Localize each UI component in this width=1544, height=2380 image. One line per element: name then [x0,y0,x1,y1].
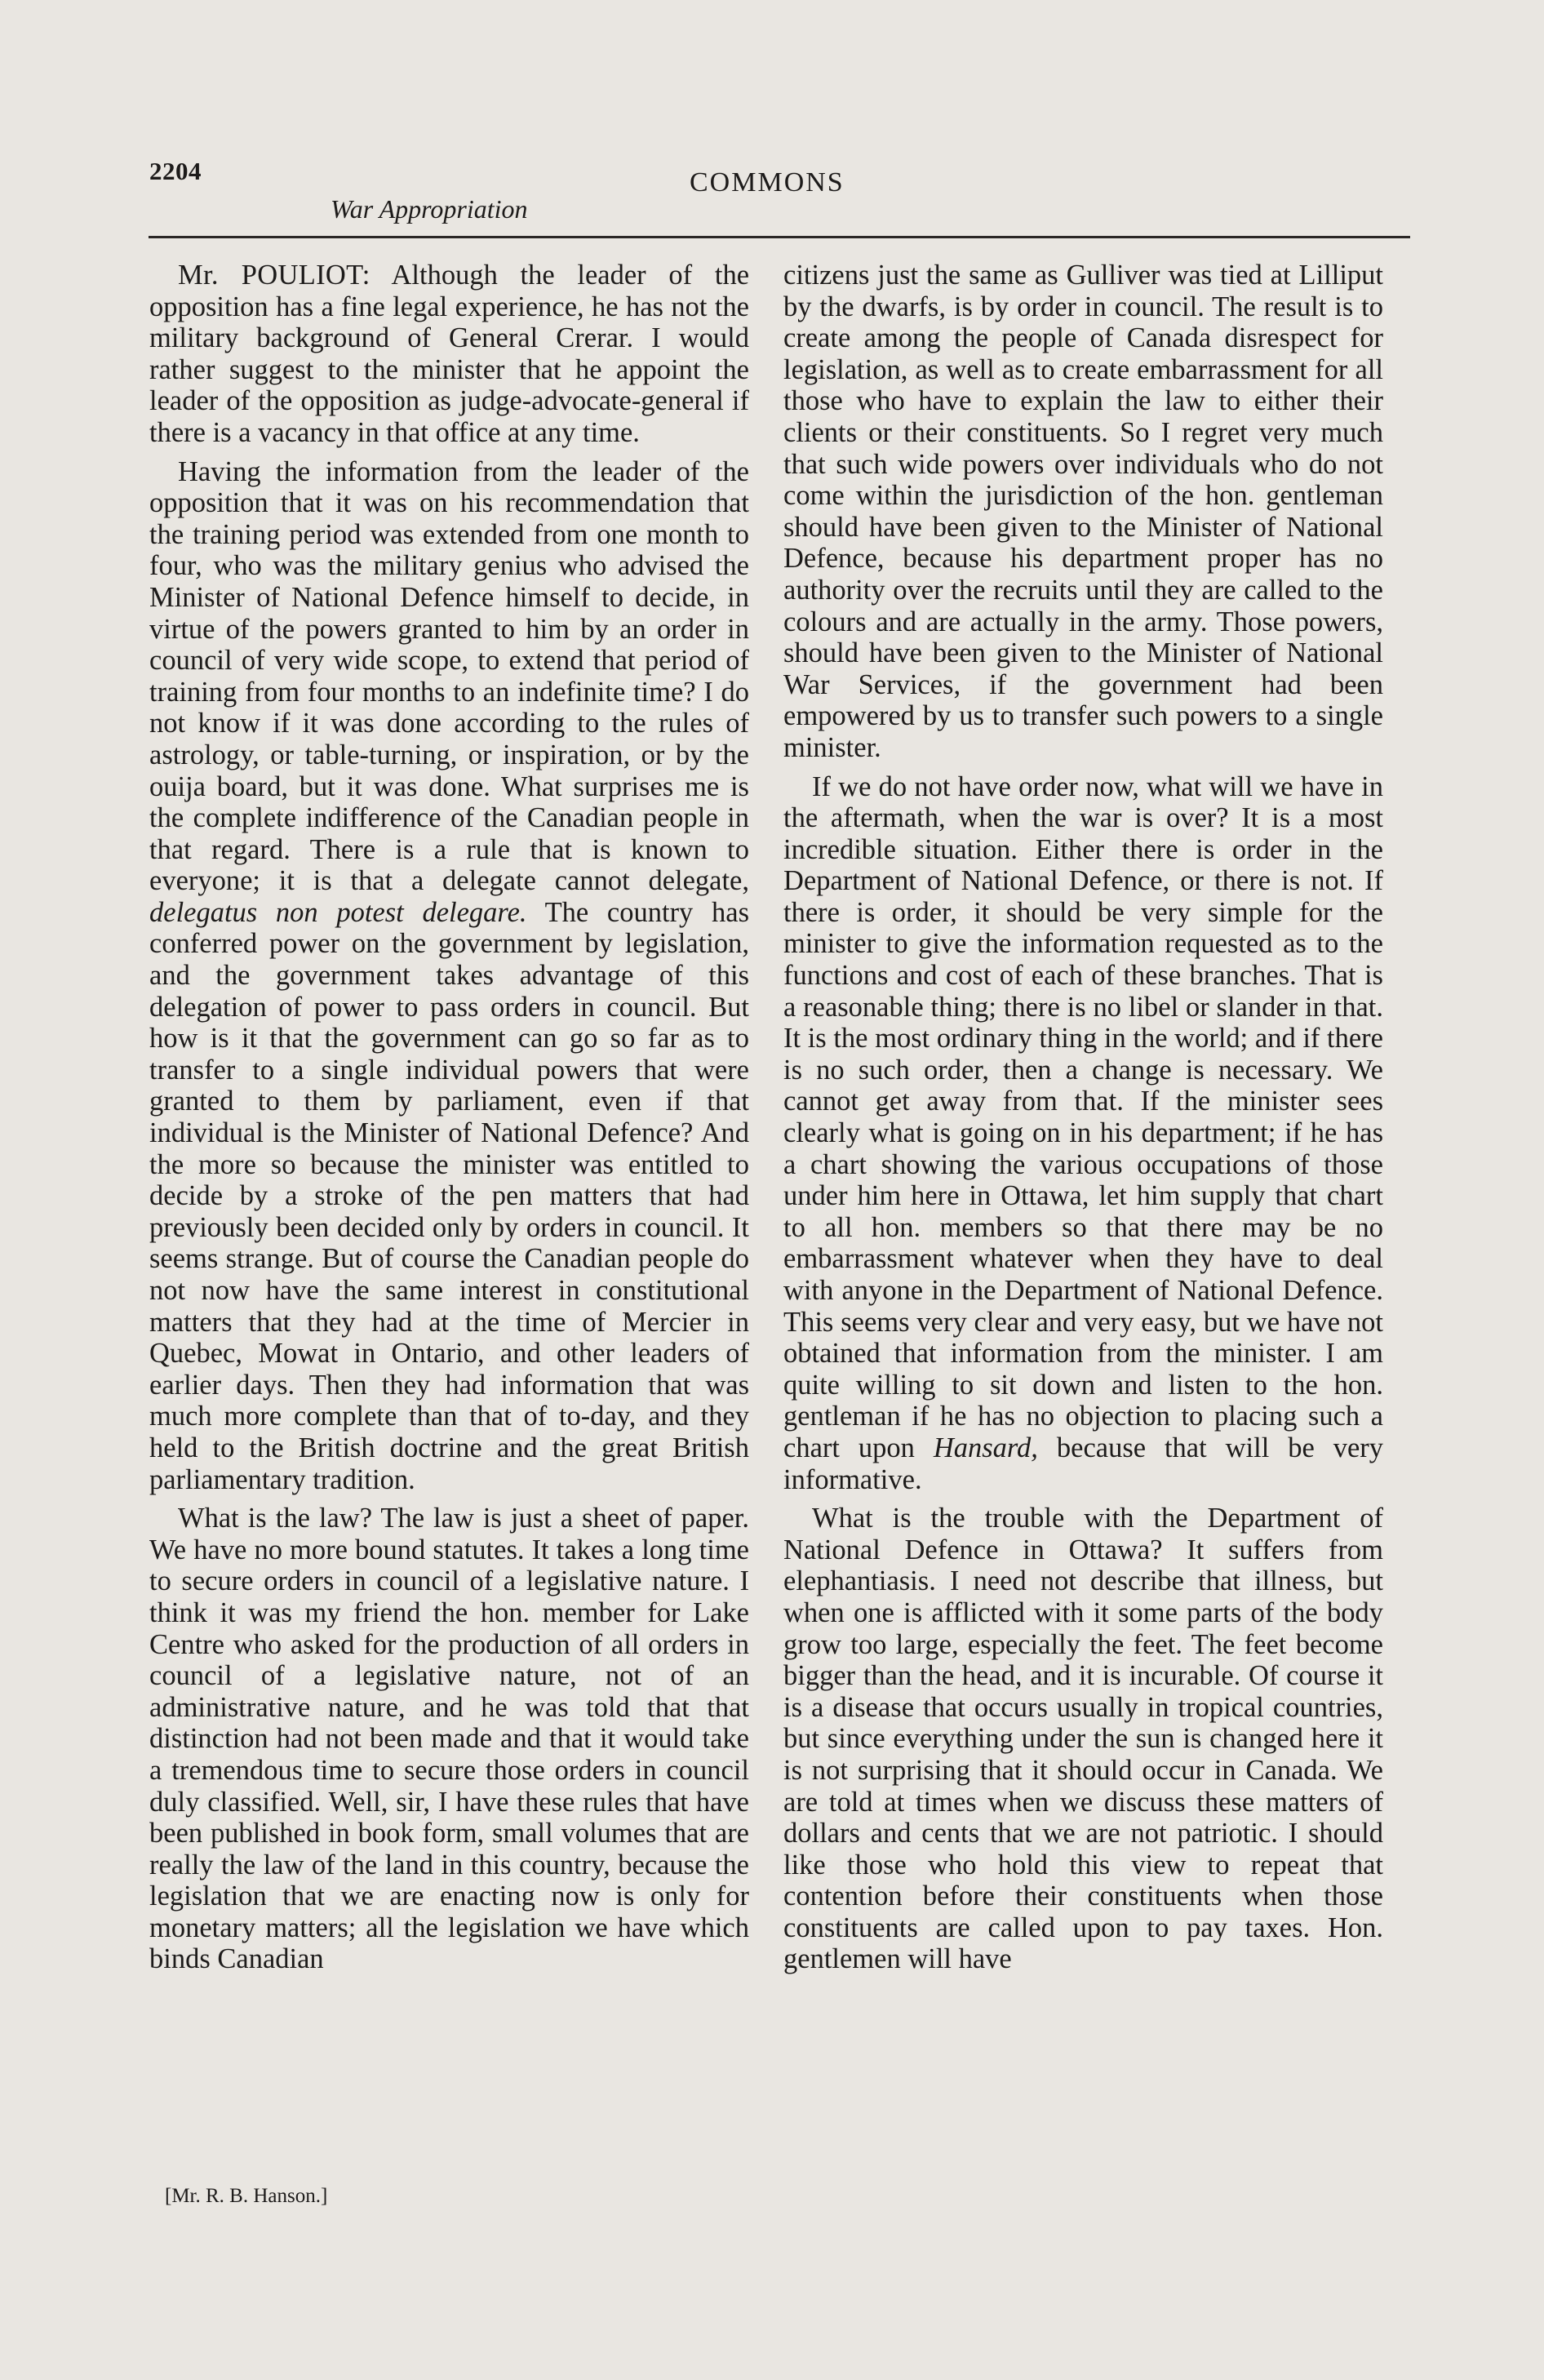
footer-speaker-note: [Mr. R. B. Hanson.] [165,2185,328,2207]
header-rule [149,236,1410,238]
paragraph-text: because that will be very informative. [783,1432,1383,1495]
left-column [149,260,749,2190]
page-header-subtitle: War Appropriation [331,194,528,224]
speaker-name: Mr. POULIOT: [178,260,370,291]
paragraph [783,771,1383,1496]
paragraph [149,260,749,449]
paragraph-text: Having the information from the leader of the opposition that it was on his recommendation that the training period was extended from one month to four, who was the military genius who advised the Minister of National Defence himself to decide, in virtue of the powers granted to him by an order in council of very wide scope, to extend that period of training from four months to an indefinite time? I do not know if it was done according to the rules of astrology, or table-turning, or inspiration, or by the ouija board, but it was done. What surprises me is the complete indifference of the Canadian people in that regard. There is a rule that is known to everyone; it is that a delegate cannot delegate, [149,455,749,897]
page-number: 2204 [149,157,202,185]
latin-maxim: delegatus non potest delegare. [149,896,527,928]
paragraph: What is the law? The law is just a sheet of paper. We have no more bound statutes. It takes a long time to secure orders in council of a legislative nature. I think it was my friend the hon. member for Lake Centre who asked for the production of all orders in council of a legislative nature, not of an administrative nature, and he was told that that distinction had not been made and that it would take a tremendous time to secure those orders in council duly classified. Well, sir, I have these rules that have been published in book form, small volumes that are really the law of the land in this country, because the legislation that we are enacting now is only for monetary matters; all the legislation we have which binds Canadian [149,1503,749,1975]
right-column [783,260,1383,2190]
page-header-title: COMMONS [690,167,845,198]
paragraph-text: If we do not have order now, what will we have in the aftermath, when the war is over? It is a most incredible situation. Either there is order in the Department of National Defence, or there is not. If there is order, it should be very simple for the minister to give the information requested as to the functions and cost of each of these branches. That is a reasonable thing; there is no libel or slander in that. It is the most ordinary thing in the world; and if there is no such order, then a change is necessary. We cannot get away from that. If the minister sees clearly what is going on in his department; if he has a chart showing the various occupations of those under him here in Ottawa, let him supply that chart to all hon. members so that there may be no embarrassment whatever when they have to deal with anyone in the Department of National Defence. This seems very clear and very easy, but we have not obtained that information from the minister. I am quite willing to sit down and listen to the hon. gentleman if he has no objection to placing such a chart upon [783,770,1383,1463]
paragraph-text: The country has conferred power on the government by legislation, and the government takes advantage of this delegation of power to pass orders in council. But how is it that the government can go so far as to transfer to a single individual powers that were granted to them by parliament, even if that individual is the Minister of National Defence? And the more so because the minister was entitled to decide by a stroke of the pen matters that had previously been decided only by orders in council. It seems strange. But of course the Canadian people do not now have the same interest in constitutional matters that they had at the time of Mercier in Quebec, Mowat in Ontario, and other leaders of earlier days. Then they had information that was much more complete than that of to-day, and they held to the British doctrine and the great British parliamentary tradition. [149,896,749,1495]
paragraph-text: Although the leader of the opposition has a fine legal experience, he has not the military background of General Crerar. I would rather suggest to the minister that he appoint the leader of the opposition as judge-advocate-general if there is a vacancy in that office at any time. [149,260,749,448]
paragraph: What is the trouble with the Department of National Defence in Ottawa? It suffers from elephantiasis. I need not describe that illness, but when one is afflicted with it some parts of the body grow too large, especially the feet. The feet become bigger than the head, and it is incurable. Of course it is a disease that occurs usually in tropical countries, but since everything under the sun is changed here it is not surprising that it should occur in Canada. We are told at times when we discuss these matters of dollars and cents that we are not patriotic. I should like those who hold this view to repeat that contention before their constituents when those constituents are called upon to pay taxes. Hon. gentlemen will have [783,1503,1383,1975]
paragraph [149,456,749,1496]
paragraph: citizens just the same as Gulliver was tied at Lilliput by the dwarfs, is by order in council. The result is to create among the people of Canada disrespect for legislation, as well as to create embarrassment for all those who have to explain the law to either their clients or their constituents. So I regret very much that such wide powers over individuals who do not come within the jurisdiction of the hon. gentleman should have been given to the Minister of National Defence, because his department proper has no authority over the recruits until they are called to the colours and are actually in the army. Those powers, should have been given to the Minister of National War Services, if the government had been empowered by us to transfer such powers to a single minister. [783,260,1383,763]
hansard-reference: Hansard, [933,1432,1038,1463]
